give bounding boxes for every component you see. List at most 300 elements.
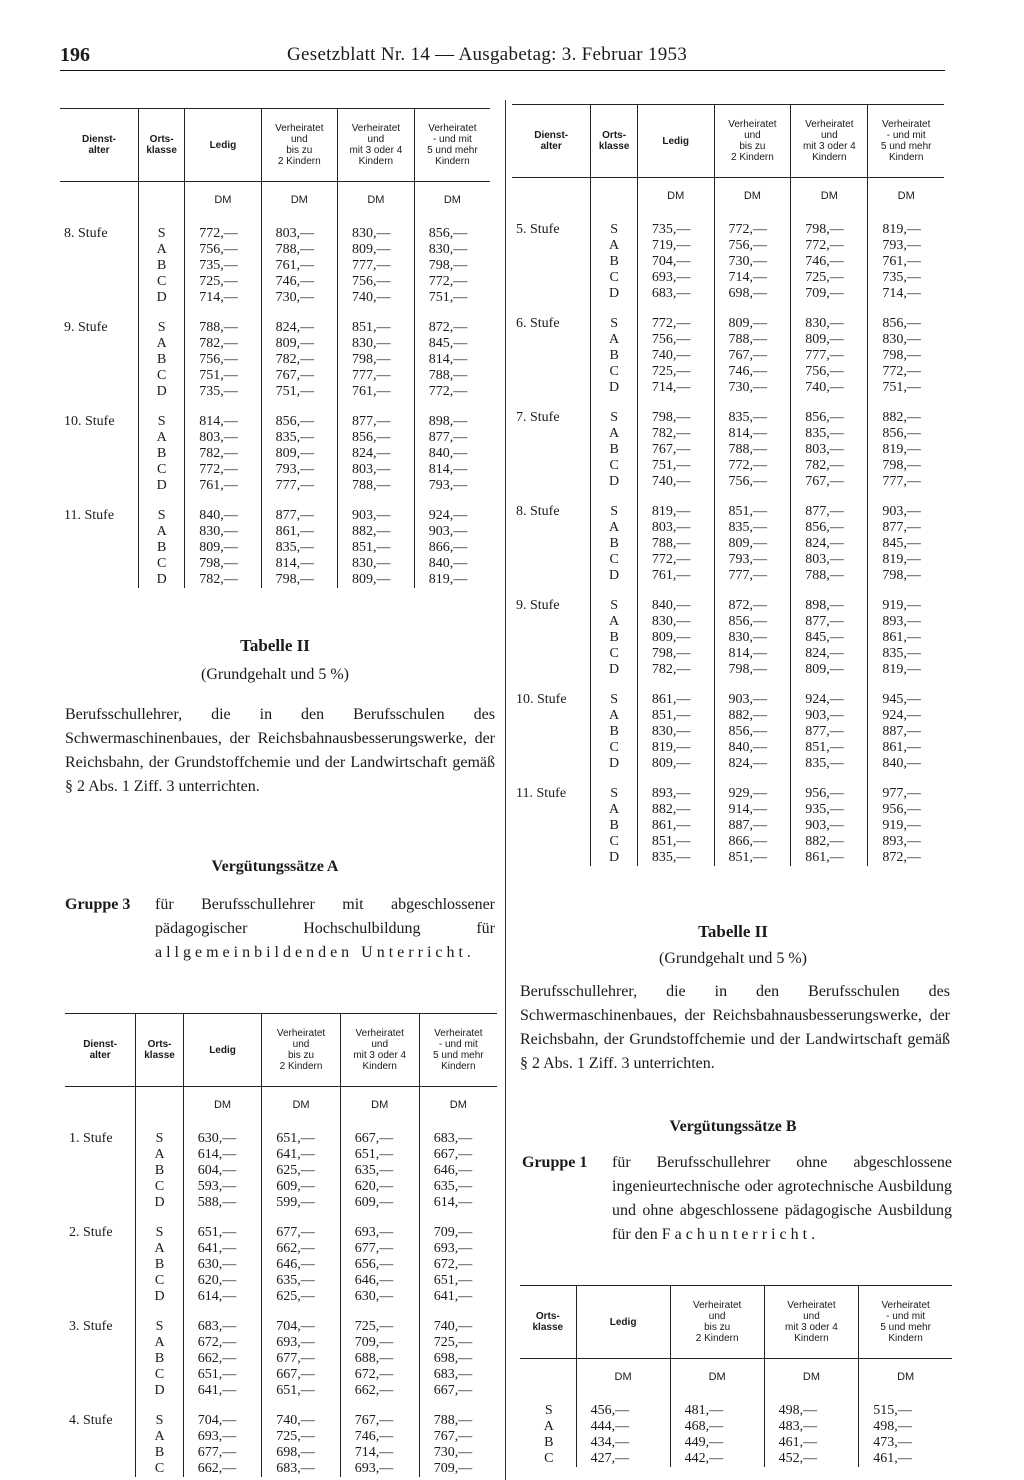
ortsklasse-cell: D — [139, 384, 185, 400]
salary-cell: 772,— — [714, 458, 791, 474]
currency-label: DM — [183, 1087, 261, 1118]
table-row — [65, 1273, 497, 1289]
tabelle-subtitle-left: (Grundgehalt und 5 %) — [201, 666, 349, 683]
salary-cell: 625,— — [262, 1163, 340, 1179]
table-row — [60, 400, 490, 430]
ortsklasse-cell: C — [591, 552, 637, 568]
gruppe-desc-right: für Berufsschullehrer ohne abgeschlossene ingenieurtechnische oder agrotechnische Ausbildung und ohne abgeschlossene pädagogische Ausbildung für den — [612, 1154, 952, 1243]
salary-cell: 919,— — [868, 818, 944, 834]
gruppe-text-left — [155, 893, 495, 965]
currency-label: DM — [859, 1359, 952, 1390]
salary-cell: 683,— — [262, 1461, 340, 1477]
ortsklasse-cell: S — [139, 212, 185, 242]
stufe-label — [512, 442, 591, 458]
salary-cell: 761,— — [637, 568, 714, 584]
table-row — [60, 290, 490, 306]
salary-cell: 814,— — [185, 400, 261, 430]
salary-cell: 798,— — [714, 662, 791, 678]
salary-cell: 877,— — [337, 400, 414, 430]
salary-cell: 593,— — [183, 1179, 261, 1195]
tabelle-subtitle-right: (Grundgehalt und 5 %) — [659, 950, 807, 967]
salary-cell: 835,— — [868, 646, 944, 662]
stufe-label — [65, 1257, 136, 1273]
ortsklasse-cell: C — [139, 556, 185, 572]
salary-cell: 819,— — [868, 442, 944, 458]
salary-cell: 641,— — [183, 1241, 261, 1257]
salary-cell: 872,— — [714, 584, 791, 614]
empty-cell — [60, 182, 139, 213]
table-row — [60, 462, 490, 478]
currency-label: DM — [576, 1359, 670, 1390]
salary-cell: 714,— — [185, 290, 261, 306]
table-row — [512, 208, 944, 238]
stufe-label — [512, 662, 591, 678]
table-row — [60, 306, 490, 336]
ortsklasse-cell: A — [591, 614, 637, 630]
salary-cell: 604,— — [183, 1163, 261, 1179]
table-row — [65, 1241, 497, 1257]
column-header-ortsklasse: Orts- klasse — [591, 105, 637, 178]
stufe-label — [60, 524, 139, 540]
ortsklasse-cell: D — [591, 850, 637, 866]
table-row — [60, 430, 490, 446]
salary-cell: 903,— — [414, 524, 490, 540]
salary-cell: 473,— — [859, 1435, 952, 1451]
salary-cell: 667,— — [419, 1147, 497, 1163]
stufe-label — [60, 352, 139, 368]
table-row — [512, 238, 944, 254]
salary-cell: 683,— — [419, 1117, 497, 1147]
ortsklasse-cell: C — [136, 1461, 184, 1477]
salary-cell: 641,— — [183, 1383, 261, 1399]
salary-cell: 830,— — [337, 336, 414, 352]
salary-cell: 709,— — [419, 1211, 497, 1241]
ortsklasse-cell: A — [136, 1335, 184, 1351]
salary-cell: 635,— — [419, 1179, 497, 1195]
table-row — [65, 1289, 497, 1305]
salary-cell: 798,— — [791, 208, 868, 238]
stufe-label — [65, 1429, 136, 1445]
currency-label: DM — [262, 1087, 340, 1118]
salary-cell: 803,— — [185, 430, 261, 446]
salary-cell: 977,— — [868, 772, 944, 802]
salary-cell: 746,— — [340, 1429, 419, 1445]
table-row — [512, 756, 944, 772]
stufe-label — [60, 430, 139, 446]
salary-cell: 693,— — [183, 1429, 261, 1445]
verguetung-heading-right: Vergütungssätze B — [669, 1118, 797, 1135]
salary-cell: 819,— — [868, 552, 944, 568]
column-header-dienstalter: Dienst- alter — [65, 1014, 136, 1087]
salary-cell: 461,— — [764, 1435, 859, 1451]
salary-cell: 882,— — [714, 708, 791, 724]
salary-cell: 782,— — [791, 458, 868, 474]
ortsklasse-cell: A — [591, 708, 637, 724]
salary-cell: 481,— — [670, 1389, 764, 1419]
stufe-label — [60, 258, 139, 274]
salary-cell: 924,— — [791, 678, 868, 708]
stufe-label — [65, 1367, 136, 1383]
ortsklasse-cell: C — [139, 368, 185, 384]
salary-cell: 803,— — [791, 552, 868, 568]
ortsklasse-cell: S — [136, 1117, 184, 1147]
salary-cell: 809,— — [791, 662, 868, 678]
stufe-label: 1. Stufe — [69, 1131, 113, 1146]
table-row — [512, 426, 944, 442]
salary-cell: 719,— — [637, 238, 714, 254]
salary-cell: 851,— — [714, 490, 791, 520]
currency-label: DM — [637, 178, 714, 209]
column-header-dienstalter: Dienst- alter — [60, 109, 139, 182]
ortsklasse-cell: C — [591, 364, 637, 380]
salary-cell: 688,— — [340, 1351, 419, 1367]
ortsklasse-cell: S — [136, 1305, 184, 1335]
salary-cell: 677,— — [183, 1445, 261, 1461]
salary-cell: 498,— — [764, 1389, 859, 1419]
ortsklasse-cell: C — [139, 274, 185, 290]
salary-cell: 809,— — [185, 540, 261, 556]
empty-cell — [139, 182, 185, 213]
salary-cell: 698,— — [714, 286, 791, 302]
ortsklasse-cell: B — [136, 1351, 184, 1367]
table-row — [512, 630, 944, 646]
table-row — [512, 708, 944, 724]
currency-label: DM — [261, 182, 337, 213]
salary-cell: 898,— — [414, 400, 490, 430]
table-row — [60, 384, 490, 400]
ortsklasse-cell: D — [591, 756, 637, 772]
stufe-label — [512, 458, 591, 474]
currency-label: DM — [868, 178, 944, 209]
table-row — [512, 270, 944, 286]
salary-cell: 614,— — [183, 1289, 261, 1305]
salary-cell: 698,— — [262, 1445, 340, 1461]
table-row — [512, 614, 944, 630]
salary-cell: 740,— — [637, 474, 714, 490]
ortsklasse-cell: B — [136, 1257, 184, 1273]
salary-cell: 756,— — [185, 352, 261, 368]
salary-cell: 735,— — [185, 258, 261, 274]
ortsklasse-cell: B — [139, 446, 185, 462]
ortsklasse-cell: D — [139, 290, 185, 306]
salary-cell: 788,— — [791, 568, 868, 584]
salary-cell: 893,— — [868, 834, 944, 850]
salary-cell: 866,— — [714, 834, 791, 850]
salary-cell: 730,— — [419, 1445, 497, 1461]
salary-cell: 777,— — [337, 258, 414, 274]
salary-cell: 856,— — [714, 724, 791, 740]
table-row — [512, 646, 944, 662]
table-row — [512, 348, 944, 364]
table-row — [512, 380, 944, 396]
currency-label: DM — [414, 182, 490, 213]
salary-cell: 740,— — [262, 1399, 340, 1429]
currency-label: DM — [714, 178, 791, 209]
salary-cell: 819,— — [868, 662, 944, 678]
salary-cell: 772,— — [414, 384, 490, 400]
ortsklasse-cell: A — [136, 1429, 184, 1445]
stufe-label — [60, 368, 139, 384]
gruppe-spaced-right: Fachunterricht. — [661, 1226, 820, 1243]
salary-cell: 730,— — [714, 380, 791, 396]
ortsklasse-cell: C — [544, 1451, 554, 1466]
ortsklasse-cell: B — [591, 442, 637, 458]
salary-cell: 651,— — [419, 1273, 497, 1289]
column-header-ortsklasse: Orts- klasse — [139, 109, 185, 182]
ortsklasse-cell: A — [139, 336, 185, 352]
salary-cell: 693,— — [419, 1241, 497, 1257]
table-row — [512, 254, 944, 270]
salary-cell: 599,— — [262, 1195, 340, 1211]
salary-cell: 456,— — [576, 1389, 670, 1419]
salary-cell: 714,— — [340, 1445, 419, 1461]
ortsklasse-cell: D — [136, 1195, 184, 1211]
column-header-v5: Verheiratet - und mit 5 und mehr Kindern — [868, 105, 944, 178]
ortsklasse-cell: D — [136, 1383, 184, 1399]
salary-cell: 442,— — [670, 1451, 764, 1467]
table-row — [60, 274, 490, 290]
stufe-label — [512, 520, 591, 536]
ortsklasse-cell: A — [591, 238, 637, 254]
salary-cell: 861,— — [261, 524, 337, 540]
salary-cell: 693,— — [340, 1211, 419, 1241]
table-row — [65, 1445, 497, 1461]
salary-cell: 840,— — [637, 584, 714, 614]
salary-cell: 646,— — [262, 1257, 340, 1273]
salary-cell: 803,— — [637, 520, 714, 536]
salary-cell: 662,— — [183, 1461, 261, 1477]
table-row — [520, 1451, 952, 1467]
table-row — [60, 368, 490, 384]
salary-cell: 620,— — [340, 1179, 419, 1195]
salary-cell: 882,— — [868, 396, 944, 426]
stufe-label — [60, 384, 139, 400]
stufe-label: 9. Stufe — [64, 320, 108, 335]
column-header-v34: Verheiratet und mit 3 oder 4 Kindern — [340, 1014, 419, 1087]
stufe-label — [512, 646, 591, 662]
table-row — [512, 678, 944, 708]
ortsklasse-cell: S — [591, 302, 637, 332]
salary-cell: 835,— — [791, 426, 868, 442]
column-header-ledig: Ledig — [637, 105, 714, 178]
table-row — [60, 524, 490, 540]
salary-cell: 830,— — [714, 630, 791, 646]
salary-cell: 793,— — [261, 462, 337, 478]
salary-table-right-top — [512, 104, 944, 866]
stufe-label: 5. Stufe — [516, 222, 560, 237]
salary-cell: 835,— — [714, 520, 791, 536]
salary-table-left-top — [60, 108, 490, 588]
table-row — [512, 520, 944, 536]
empty-cell — [591, 178, 637, 209]
salary-cell: 625,— — [262, 1289, 340, 1305]
stufe-label: 4. Stufe — [69, 1413, 113, 1428]
table-row — [65, 1335, 497, 1351]
salary-cell: 725,— — [419, 1335, 497, 1351]
salary-cell: 761,— — [868, 254, 944, 270]
ortsklasse-cell: C — [136, 1179, 184, 1195]
salary-cell: 819,— — [414, 572, 490, 588]
ortsklasse-cell: S — [591, 208, 637, 238]
salary-cell: 903,— — [714, 678, 791, 708]
salary-cell: 427,— — [576, 1451, 670, 1467]
stufe-label — [512, 614, 591, 630]
table-row — [520, 1435, 952, 1451]
salary-cell: 767,— — [637, 442, 714, 458]
currency-label: DM — [419, 1087, 497, 1118]
salary-cell: 788,— — [419, 1399, 497, 1429]
stufe-label — [512, 724, 591, 740]
ortsklasse-cell: C — [591, 834, 637, 850]
stufe-label — [60, 462, 139, 478]
salary-cell: 877,— — [791, 490, 868, 520]
salary-cell: 803,— — [337, 462, 414, 478]
column-header-v34: Verheiratet und mit 3 oder 4 Kindern — [791, 105, 868, 178]
salary-cell: 683,— — [183, 1305, 261, 1335]
ortsklasse-cell: B — [591, 254, 637, 270]
salary-cell: 714,— — [868, 286, 944, 302]
salary-cell: 646,— — [419, 1163, 497, 1179]
salary-cell: 662,— — [183, 1351, 261, 1367]
table-row — [65, 1461, 497, 1477]
ortsklasse-cell: D — [591, 286, 637, 302]
salary-cell: 704,— — [262, 1305, 340, 1335]
table-row — [520, 1419, 952, 1435]
salary-cell: 704,— — [637, 254, 714, 270]
salary-cell: 782,— — [261, 352, 337, 368]
salary-cell: 798,— — [868, 348, 944, 364]
salary-cell: 830,— — [185, 524, 261, 540]
page-header — [60, 44, 945, 74]
salary-cell: 772,— — [185, 212, 261, 242]
verguetung-heading-left: Vergütungssätze A — [211, 858, 339, 875]
salary-cell: 714,— — [714, 270, 791, 286]
salary-cell: 746,— — [714, 364, 791, 380]
salary-cell: 767,— — [419, 1429, 497, 1445]
salary-cell: 851,— — [637, 708, 714, 724]
currency-label: DM — [764, 1359, 859, 1390]
empty-cell — [512, 178, 591, 209]
table-row — [65, 1305, 497, 1335]
stufe-label — [512, 834, 591, 850]
salary-cell: 814,— — [261, 556, 337, 572]
salary-cell: 809,— — [337, 572, 414, 588]
salary-cell: 667,— — [340, 1117, 419, 1147]
salary-cell: 814,— — [414, 352, 490, 368]
salary-cell: 483,— — [764, 1419, 859, 1435]
salary-cell: 919,— — [868, 584, 944, 614]
table-row — [65, 1383, 497, 1399]
ortsklasse-cell: A — [543, 1419, 554, 1434]
ortsklasse-cell: S — [591, 772, 637, 802]
salary-cell: 772,— — [868, 364, 944, 380]
salary-cell: 730,— — [714, 254, 791, 270]
salary-cell: 767,— — [791, 474, 868, 490]
ortsklasse-cell: B — [139, 540, 185, 556]
salary-cell: 746,— — [261, 274, 337, 290]
salary-cell: 725,— — [340, 1305, 419, 1335]
salary-cell: 851,— — [337, 540, 414, 556]
salary-cell: 756,— — [714, 474, 791, 490]
salary-cell: 924,— — [414, 494, 490, 524]
salary-cell: 856,— — [791, 396, 868, 426]
salary-cell: 840,— — [414, 556, 490, 572]
ortsklasse-cell: A — [139, 242, 185, 258]
stufe-label: 10. Stufe — [64, 414, 115, 429]
stufe-label — [512, 708, 591, 724]
currency-label: DM — [340, 1087, 419, 1118]
salary-cell: 882,— — [337, 524, 414, 540]
stufe-label: 8. Stufe — [64, 226, 108, 241]
table-row — [512, 332, 944, 348]
salary-cell: 845,— — [791, 630, 868, 646]
salary-cell: 782,— — [185, 446, 261, 462]
ortsklasse-cell: D — [139, 572, 185, 588]
stufe-label — [512, 474, 591, 490]
salary-cell: 767,— — [340, 1399, 419, 1429]
salary-cell: 877,— — [791, 724, 868, 740]
salary-cell: 788,— — [414, 368, 490, 384]
column-header-dienstalter: Dienst- alter — [512, 105, 591, 178]
salary-cell: 788,— — [637, 536, 714, 552]
salary-cell: 746,— — [791, 254, 868, 270]
stufe-label — [512, 286, 591, 302]
table-row — [65, 1367, 497, 1383]
salary-cell: 903,— — [791, 818, 868, 834]
salary-cell: 730,— — [261, 290, 337, 306]
table-row — [520, 1389, 952, 1419]
salary-cell: 887,— — [868, 724, 944, 740]
stufe-label: 8. Stufe — [516, 504, 560, 519]
salary-cell: 830,— — [637, 614, 714, 630]
salary-cell: 772,— — [414, 274, 490, 290]
ortsklasse-cell: D — [591, 662, 637, 678]
table-row — [512, 772, 944, 802]
salary-cell: 672,— — [340, 1367, 419, 1383]
stufe-label — [512, 380, 591, 396]
ortsklasse-cell: S — [544, 1403, 553, 1418]
stufe-label — [65, 1445, 136, 1461]
salary-cell: 646,— — [340, 1273, 419, 1289]
salary-cell: 735,— — [185, 384, 261, 400]
salary-cell: 861,— — [637, 818, 714, 834]
stufe-label — [60, 242, 139, 258]
salary-cell: 609,— — [262, 1179, 340, 1195]
salary-cell: 851,— — [637, 834, 714, 850]
table-row — [512, 802, 944, 818]
currency-label: DM — [337, 182, 414, 213]
ortsklasse-cell: C — [136, 1367, 184, 1383]
table-row — [512, 442, 944, 458]
page-number: 196 — [60, 44, 90, 66]
salary-cell: 788,— — [261, 242, 337, 258]
empty-cell — [65, 1087, 136, 1118]
salary-cell: 683,— — [419, 1367, 497, 1383]
salary-cell: 772,— — [714, 208, 791, 238]
salary-cell: 856,— — [868, 426, 944, 442]
salary-table-left-bottom — [65, 1013, 497, 1477]
table-row — [65, 1257, 497, 1273]
salary-cell: 830,— — [414, 242, 490, 258]
salary-cell: 830,— — [868, 332, 944, 348]
salary-cell: 856,— — [714, 614, 791, 630]
ortsklasse-cell: S — [139, 494, 185, 524]
salary-cell: 929,— — [714, 772, 791, 802]
salary-cell: 924,— — [868, 708, 944, 724]
column-header-v2: Verheiratet und bis zu 2 Kindern — [262, 1014, 340, 1087]
salary-cell: 824,— — [337, 446, 414, 462]
salary-cell: 882,— — [791, 834, 868, 850]
